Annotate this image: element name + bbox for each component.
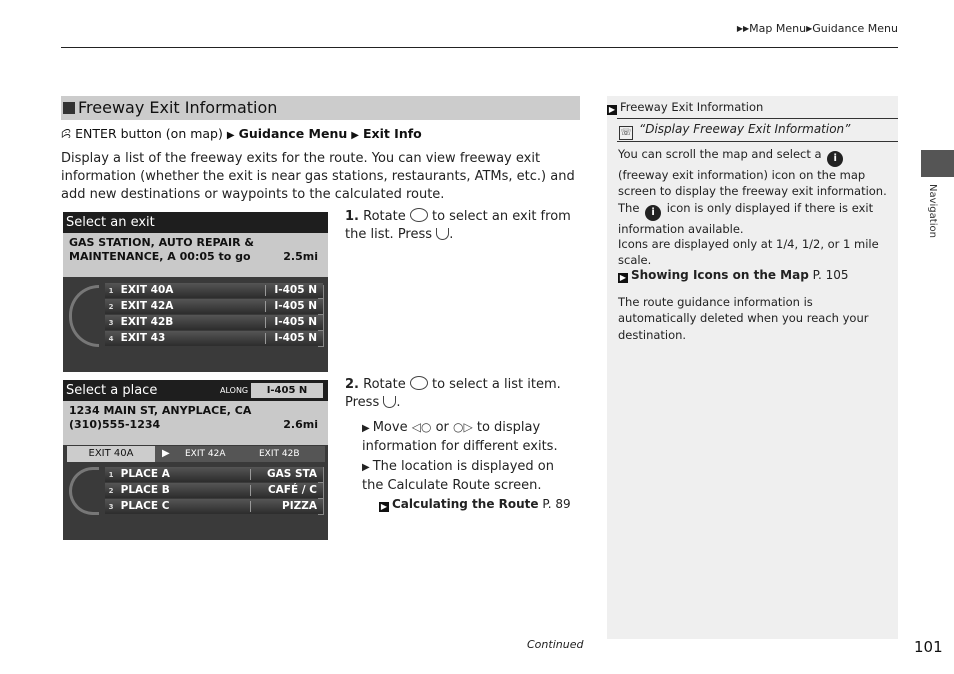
step-2-note-2: ▶ The location is displayed on the Calculate Route screen. ▶ Calculating the Route P. 89 (362, 458, 577, 513)
breadcrumb (737, 22, 898, 35)
place-row[interactable]: 3 PLACE C PIZZA (105, 499, 323, 514)
step-2: 2. Rotate to select a list item. Press . (345, 377, 561, 410)
knob-arc-icon (69, 285, 99, 347)
along-label: ALONG (220, 386, 249, 395)
sidebar-paragraph: Icons are displayed only at 1/4, 1/2, or 1 mile scale. (618, 237, 879, 268)
exit-tabs (67, 446, 325, 462)
exit-row[interactable]: 2 EXIT 42A I-405 N (105, 299, 323, 314)
knob-arc-icon (69, 467, 99, 515)
place-row[interactable]: 1 PLACE A GAS STA (105, 467, 323, 482)
press-icon (383, 396, 396, 408)
exit-row[interactable]: 4 EXIT 43 I-405 N (105, 331, 323, 346)
exit-list (63, 277, 328, 372)
triangle-icon: ▶ (806, 24, 813, 33)
link-arrow-icon: ▶ (608, 105, 616, 114)
section-title: Freeway Exit Information (61, 96, 580, 120)
place-row[interactable]: 2 PLACE B CAFÉ / C (105, 483, 323, 498)
chapter-tab (921, 150, 954, 177)
voice-command: ☏ “Display Freeway Exit Information” (620, 122, 851, 138)
tab-current-exit[interactable]: EXIT 40A (67, 446, 155, 462)
screen-title: Select a place ALONG I-405 N (63, 380, 328, 401)
triangle-icon: ▶ (351, 130, 359, 141)
triangle-icon: ▶ (226, 130, 235, 141)
place-address: 1234 MAIN ST, ANYPLACE, CA (310)555-1234 2.6mi (63, 401, 328, 445)
link-arrow-icon: ▶ (619, 273, 627, 282)
sidebar-paragraph: You can scroll the map and select a i (freeway exit information) icon on the map screen to display the freeway exit information. The i icon is only displayed if there is exit information available. (618, 147, 887, 236)
distance: 2.6mi (283, 418, 318, 431)
tab-next-exit[interactable]: EXIT 42B (259, 449, 300, 459)
along-road: I-405 N (251, 383, 323, 398)
sidebar-heading: ▶ Freeway Exit Information (608, 100, 764, 114)
square-bullet-icon (63, 102, 75, 114)
step-1: 1. Rotate to select an exit from the list. Press . (345, 209, 571, 242)
freeway-exit-info-icon: i (827, 151, 843, 167)
move-right-icon: ○▷ (453, 420, 473, 434)
top-rule (61, 47, 898, 48)
continued-label: Continued (527, 638, 584, 651)
tab-next-exit[interactable]: EXIT 42A (185, 449, 226, 459)
press-icon (436, 228, 449, 240)
voice-command-icon: ☏ (620, 128, 632, 138)
xref-calculating-route[interactable]: ▶ Calculating the Route P. 89 (380, 497, 571, 511)
triangle-icon: ▶ (362, 462, 370, 473)
exit-row[interactable]: 1 EXIT 40A I-405 N (105, 283, 323, 298)
right-arrow-icon[interactable]: ▶ (162, 448, 170, 459)
breadcrumb-guidance-menu[interactable]: Guidance Menu (812, 22, 898, 35)
interface-dial-icon (410, 376, 428, 390)
screen-select-exit (63, 212, 328, 372)
interface-dial-icon (410, 208, 428, 222)
distance: 2.5mi (283, 250, 318, 263)
link-arrow-icon: ▶ (380, 502, 388, 511)
menu-path: ꕸ ENTER button (on map) ▶ Guidance Menu ▶ Exit Info (61, 126, 422, 141)
sidebar-paragraph: The route guidance information is automatically deleted when you reach your destination. (618, 295, 869, 342)
screen-select-place (63, 380, 328, 540)
page-number: 101 (914, 638, 943, 656)
screen-title: Select an exit (63, 212, 328, 233)
step-2-note-1: ▶ Move ◁○ or ○▷ to display information for different exits. (362, 420, 558, 454)
triangle-icon: ▶ (362, 423, 370, 434)
freeway-exit-info-icon: i (645, 205, 661, 221)
triangle-icon: ▶▶ (736, 24, 750, 33)
enter-button-icon: ꕸ (61, 126, 72, 141)
xref-showing-icons[interactable]: ▶ Showing Icons on the Map P. 105 (619, 268, 849, 282)
move-left-icon: ◁○ (411, 420, 432, 434)
intro-paragraph: Display a list of the freeway exits for the route. You can view freeway exit information (whether the exit is near gas stations, restaurants, ATMs, etc.) and add new destinations or waypoints to the calculated route. (61, 151, 575, 202)
chapter-label: Navigation (927, 184, 938, 238)
sidebar-note (607, 96, 898, 639)
exit-row[interactable]: 3 EXIT 42B I-405 N (105, 315, 323, 330)
breadcrumb-map-menu[interactable]: Map Menu (749, 22, 807, 35)
exit-address: GAS STATION, AUTO REPAIR & MAINTENANCE, A 00:05 to go 2.5mi (63, 233, 328, 277)
place-list (63, 445, 328, 540)
